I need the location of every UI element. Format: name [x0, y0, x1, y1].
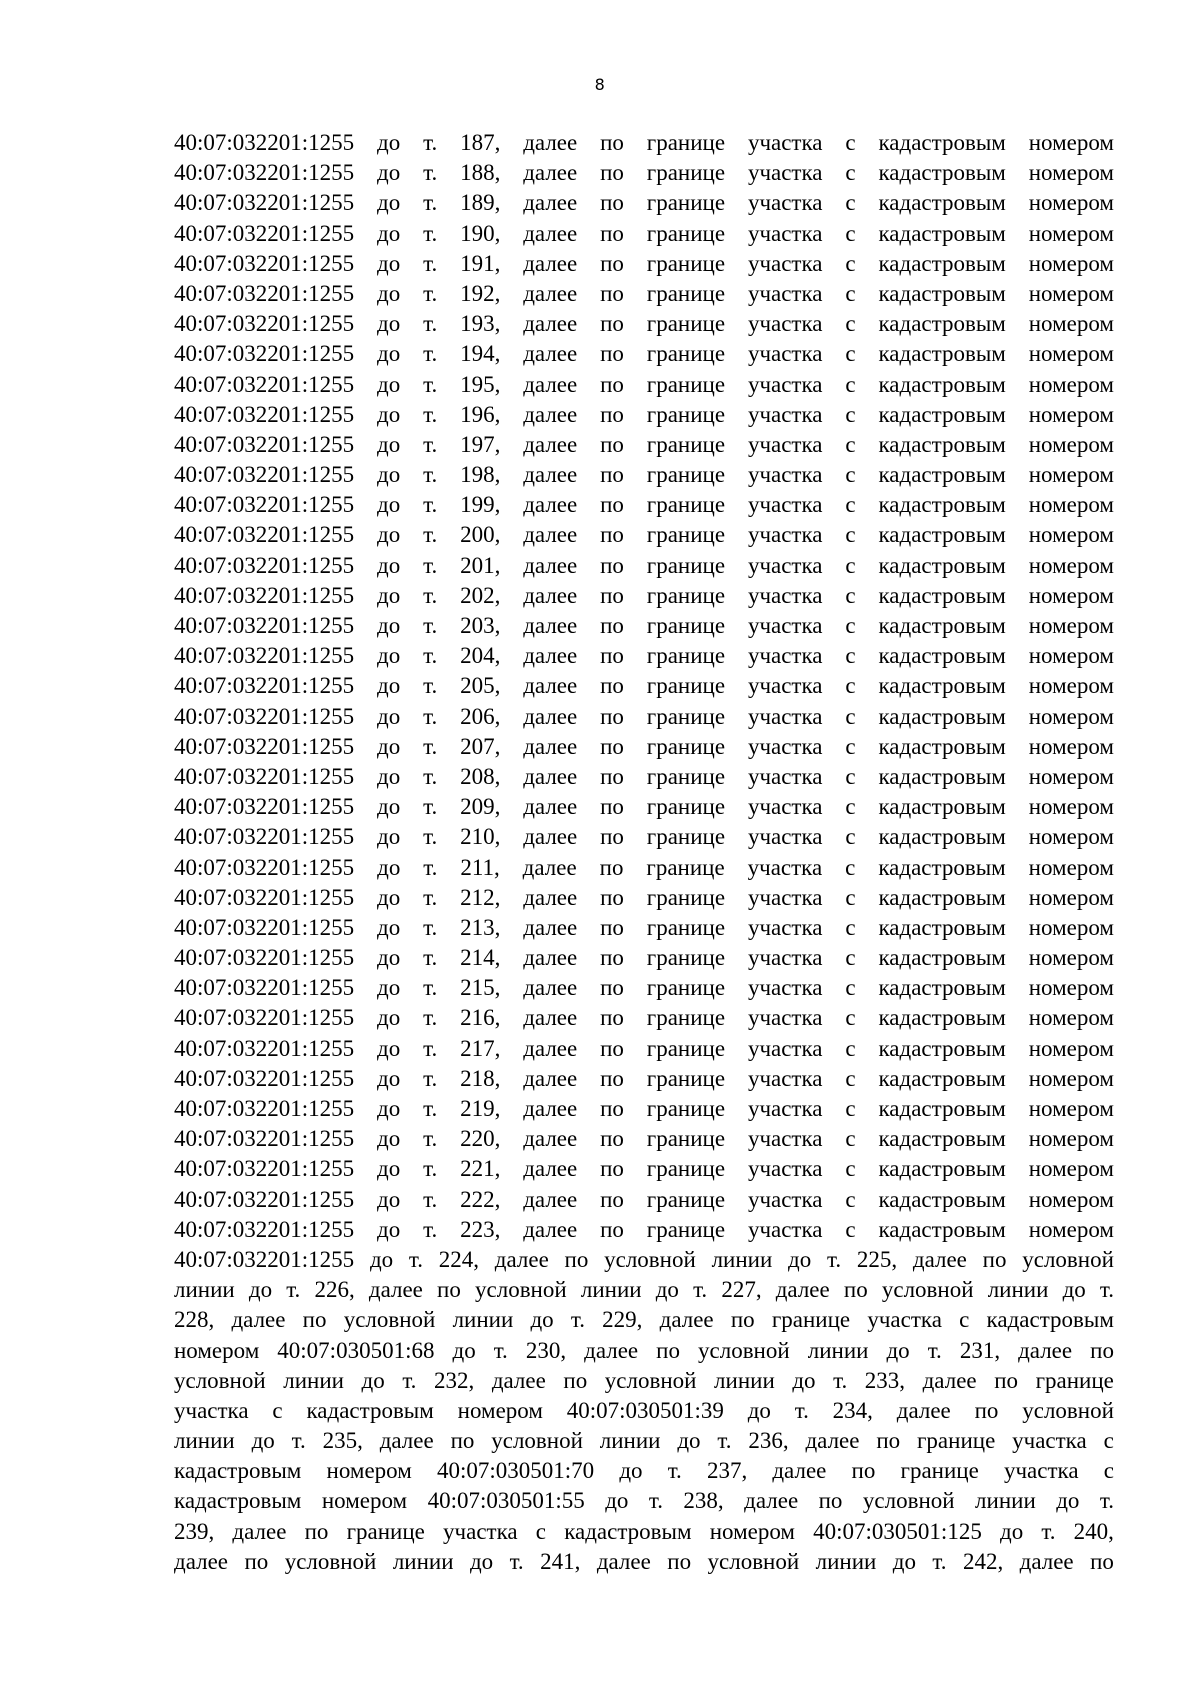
text-line: 40:07:032201:1255 до т. 216, далее по границе участка с кадастровым номером: [174, 1005, 1114, 1031]
text-line: 228, далее по условной линии до т. 229, далее по границе участка с кадастровым: [174, 1307, 1114, 1333]
text-line: 40:07:032201:1255 до т. 209, далее по границе участка с кадастровым номером: [174, 794, 1114, 820]
text-line: номером 40:07:030501:68 до т. 230, далее по условной линии до т. 231, далее по: [174, 1337, 1114, 1363]
text-line: 40:07:032201:1255 до т. 200, далее по границе участка с кадастровым номером: [174, 522, 1114, 548]
text-line: условной линии до т. 232, далее по условной линии до т. 233, далее по границе: [174, 1367, 1114, 1393]
text-line: 40:07:032201:1255 до т. 203, далее по границе участка с кадастровым номером: [174, 613, 1114, 638]
text-line: 40:07:032201:1255 до т. 206, далее по границе участка с кадастровым номером: [174, 703, 1114, 729]
text-line: 40:07:032201:1255 до т. 195, далее по границе участка с кадастровым номером: [174, 371, 1114, 397]
text-line: 40:07:032201:1255 до т. 224, далее по условной линии до т. 225, далее по условной: [174, 1246, 1114, 1272]
text-line: 40:07:032201:1255 до т. 198, далее по границе участка с кадастровым номером: [174, 462, 1114, 488]
text-line: 40:07:032201:1255 до т. 194, далее по границе участка с кадастровым номером: [174, 341, 1114, 367]
text-line: 40:07:032201:1255 до т. 201, далее по границе участка с кадастровым номером: [174, 552, 1114, 578]
text-line: 40:07:032201:1255 до т. 223, далее по границе участка с кадастровым номером: [174, 1216, 1114, 1242]
text-line: 40:07:032201:1255 до т. 218, далее по границе участка с кадастровым номером: [174, 1065, 1114, 1091]
text-line: 40:07:032201:1255 до т. 199, далее по границе участка с кадастровым номером: [174, 492, 1114, 518]
text-line: 40:07:032201:1255 до т. 220, далее по границе участка с кадастровым номером: [174, 1126, 1114, 1152]
text-line: 40:07:032201:1255 до т. 189, далее по границе участка с кадастровым номером: [174, 190, 1114, 216]
text-line: кадастровым номером 40:07:030501:55 до т. 238, далее по условной линии до т.: [174, 1488, 1114, 1514]
text-line: 40:07:032201:1255 до т. 197, далее по границе участка с кадастровым номером: [174, 431, 1114, 457]
text-line: 40:07:032201:1255 до т. 210, далее по границе участка с кадастровым номером: [174, 824, 1114, 850]
text-line: 40:07:032201:1255 до т. 202, далее по границе участка с кадастровым номером: [174, 582, 1114, 608]
text-line: 40:07:032201:1255 до т. 188, далее по границе участка с кадастровым номером: [174, 160, 1114, 186]
text-line: 40:07:032201:1255 до т. 207, далее по границе участка с кадастровым номером: [174, 733, 1114, 759]
text-line: 40:07:032201:1255 до т. 219, далее по границе участка с кадастровым номером: [174, 1096, 1114, 1121]
text-line: 239, далее по границе участка с кадастровым номером 40:07:030501:125 до т. 240,: [174, 1518, 1114, 1544]
text-line: 40:07:032201:1255 до т. 212, далее по границе участка с кадастровым номером: [174, 884, 1114, 910]
text-line: 40:07:032201:1255 до т. 204, далее по границе участка с кадастровым номером: [174, 643, 1114, 669]
text-line: 40:07:032201:1255 до т. 222, далее по границе участка с кадастровым номером: [174, 1186, 1114, 1212]
text-line: 40:07:032201:1255 до т. 208, далее по границе участка с кадастровым номером: [174, 763, 1114, 789]
text-line: 40:07:032201:1255 до т. 205, далее по границе участка с кадастровым номером: [174, 673, 1114, 699]
text-line: участка с кадастровым номером 40:07:030501:39 до т. 234, далее по условной: [174, 1397, 1114, 1423]
text-line: 40:07:032201:1255 до т. 214, далее по границе участка с кадастровым номером: [174, 945, 1114, 971]
text-line: 40:07:032201:1255 до т. 192, далее по границе участка с кадастровым номером: [174, 280, 1114, 306]
text-line: 40:07:032201:1255 до т. 190, далее по границе участка с кадастровым номером: [174, 220, 1114, 246]
text-line: 40:07:032201:1255 до т. 211, далее по границе участка с кадастровым номером: [174, 854, 1114, 880]
text-line: 40:07:032201:1255 до т. 196, далее по границе участка с кадастровым номером: [174, 401, 1114, 427]
text-line: 40:07:032201:1255 до т. 217, далее по границе участка с кадастровым номером: [174, 1035, 1114, 1061]
text-line: линии до т. 226, далее по условной линии до т. 227, далее по условной линии до т.: [174, 1277, 1114, 1303]
text-line: 40:07:032201:1255 до т. 193, далее по границе участка с кадастровым номером: [174, 311, 1114, 337]
body-text: [174, 128, 1114, 1577]
text-line: линии до т. 235, далее по условной линии до т. 236, далее по границе участка с: [174, 1428, 1114, 1454]
text-line: 40:07:032201:1255 до т. 191, далее по границе участка с кадастровым номером: [174, 250, 1114, 276]
text-line: 40:07:032201:1255 до т. 213, далее по границе участка с кадастровым номером: [174, 914, 1114, 940]
text-line: 40:07:032201:1255 до т. 221, далее по границе участка с кадастровым номером: [174, 1156, 1114, 1182]
page-number: 8: [594, 75, 606, 94]
text-line: далее по условной линии до т. 241, далее по условной линии до т. 242, далее по: [174, 1548, 1114, 1574]
text-line: кадастровым номером 40:07:030501:70 до т. 237, далее по границе участка с: [174, 1458, 1114, 1484]
text-line: 40:07:032201:1255 до т. 215, далее по границе участка с кадастровым номером: [174, 975, 1114, 1001]
text-line: 40:07:032201:1255 до т. 187, далее по границе участка с кадастровым номером: [174, 130, 1114, 155]
